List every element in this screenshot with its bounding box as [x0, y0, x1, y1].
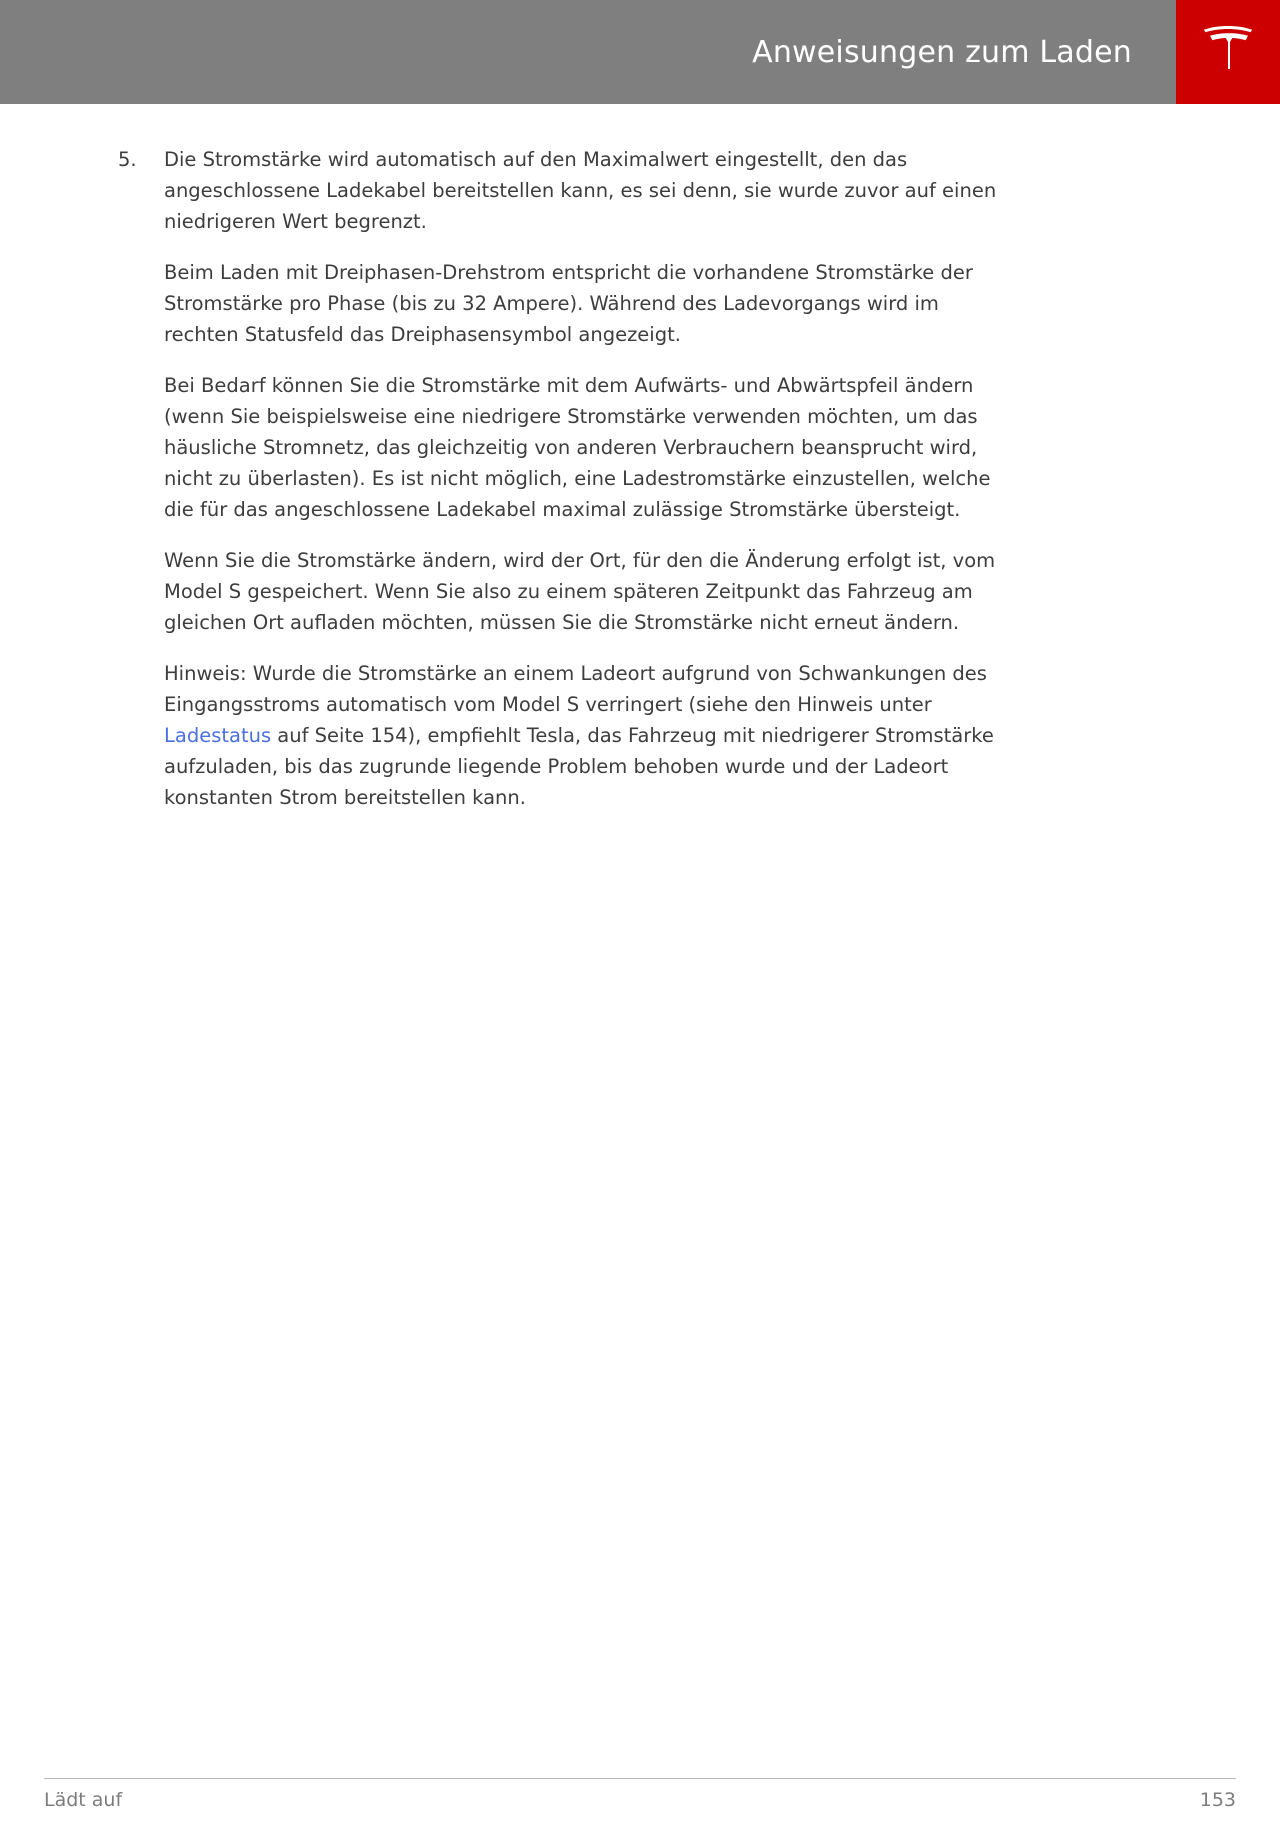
- paragraph-4: Wenn Sie die Stromstärke ändern, wird der Ort, für den die Änderung erfolgt ist, vom Model S gespeichert. Wenn Sie also zu einem späteren Zeitpunkt das Fahrzeug am gleichen Ort aufladen möchten, müssen Sie die Stromstärke nicht erneut ändern.: [164, 549, 996, 634]
- footer-page-number: 153: [1199, 1789, 1236, 1811]
- page-content: [0, 104, 1280, 813]
- cross-reference-link-ladestatus[interactable]: Ladestatus: [164, 724, 272, 747]
- footer-section-label: Lädt auf: [44, 1789, 123, 1811]
- paragraph-1: Die Stromstärke wird automatisch auf den Maximalwert eingestellt, den das angeschlossene Ladekabel bereitstellen kann, es sei denn, sie wurde zuvor auf einen niedrigeren Wert begrenzt.: [164, 148, 997, 233]
- numbered-list-item: [0, 144, 1280, 813]
- paragraph-3: Bei Bedarf können Sie die Stromstärke mit dem Aufwärts- und Abwärtspfeil ändern (wenn Sie beispielsweise eine niedrigere Stromstärke verwenden möchten, um das häusliche Stromnetz, das gleichzeitig von anderen Verbrauchern beansprucht wird, nicht zu überlasten). Es ist nicht möglich, eine Ladestromstärke einzustellen, welche die für das angeschlossene Ladekabel maximal zulässige Stromstärke übersteigt.: [164, 374, 991, 521]
- paragraph-2: Beim Laden mit Dreiphasen-Drehstrom entspricht die vorhandene Stromstärke der Stromstärke pro Phase (bis zu 32 Ampere). Während des Ladevorgangs wird im rechten Statusfeld das Dreiphasensymbol angezeigt.: [164, 261, 973, 346]
- note-text-after-link: auf Seite 154), empfiehlt Tesla, das Fahrzeug mit niedrigerer Stromstärke aufzuladen, bis das zugrunde liegende Problem behoben wurde und der Ladeort konstanten Strom bereitstellen kann.: [164, 724, 994, 809]
- note-paragraph: [164, 658, 1000, 813]
- tesla-logo-icon: [1197, 21, 1259, 83]
- page-footer: [44, 1778, 1236, 1811]
- list-item-number: 5.: [118, 148, 137, 171]
- note-text-before-link: Hinweis: Wurde die Stromstärke an einem Ladeort aufgrund von Schwankungen des Eingangsstroms automatisch vom Model S verringert (siehe den Hinweis unter: [164, 662, 987, 716]
- tesla-logo-block: [1176, 0, 1280, 104]
- page-title: Anweisungen zum Laden: [752, 34, 1132, 70]
- page-header: [0, 0, 1280, 104]
- list-item-body: [164, 144, 1000, 813]
